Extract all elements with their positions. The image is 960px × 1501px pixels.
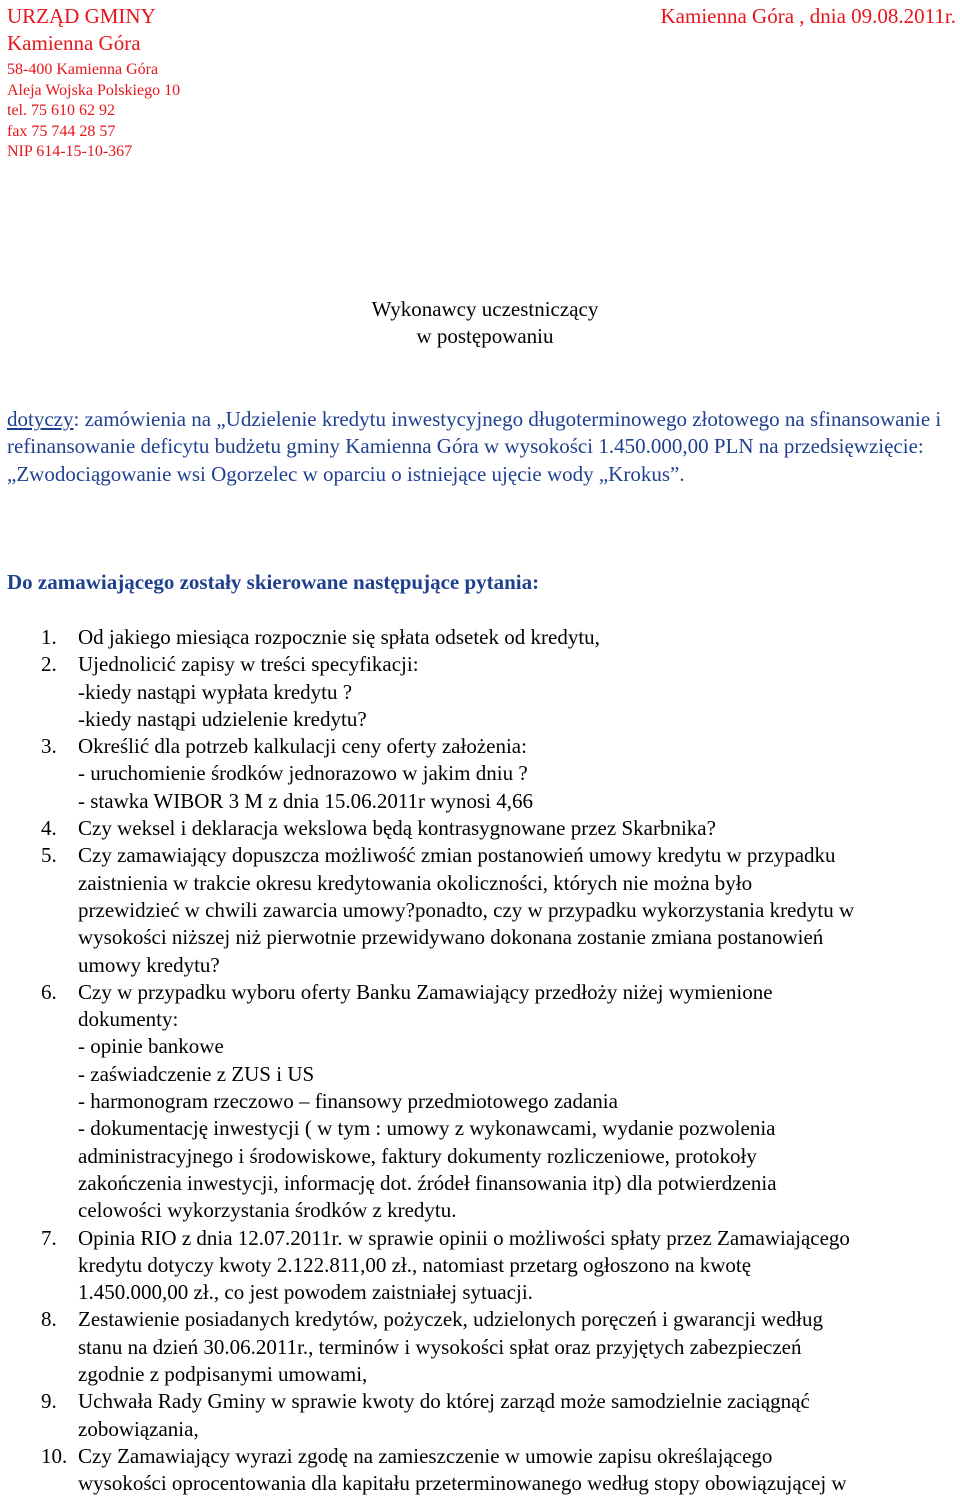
question-item [7,733,960,815]
question-line: zaistnienia w trakcie okresu kredytowania okoliczności, których nie można było [78,870,753,895]
question-line: -kiedy nastąpi udzielenie kredytu? [78,706,367,731]
question-number: 9. [41,1389,57,1414]
question-line: Czy w przypadku wyboru oferty Banku Zamawiający przedłoży niżej wymienione [78,979,773,1004]
question-line: Ujednolicić zapisy w treści specyfikacji: [78,652,419,677]
question-number: 8. [41,1307,57,1332]
question-item [7,1306,960,1388]
subject-paragraph [7,406,957,488]
question-line: wysokości oprocentowania dla kapitału przeterminowanego według stopy obowiązującej w [78,1471,847,1496]
office-name: URZĄD GMINY [7,4,156,28]
question-line: wysokości niższej niż pierwotnie przewidywano dokonana zostanie zmiana postanowień [78,925,824,950]
question-item [7,1388,960,1443]
question-line: kredytu dotyczy kwoty 2.122.811,00 zł., natomiast przetarg ogłoszono na kwotę [78,1252,752,1277]
question-item [7,624,960,651]
question-number: 1. [41,625,57,649]
question-number: 5. [41,843,57,868]
question-line: Od jakiego miesiąca rozpocznie się spłata odsetek od kredytu, [78,625,600,649]
question-item [7,842,960,978]
question-line: zgodnie z podpisanymi umowami, [78,1362,368,1387]
question-line: 1.450.000,00 zł., co jest powodem zaistniałej sytuacji. [78,1280,533,1305]
question-line: Zestawienie posiadanych kredytów, pożyczek, udzielonych poręczeń i gwarancji według [78,1307,824,1332]
question-line: zakończenia inwestycji, informację dot. źródeł finansowania itp) dla potwierdzenia [78,1170,777,1195]
question-line: Uchwała Rady Gminy w sprawie kwoty do której zarząd może samodzielnie zaciągnąć [78,1389,810,1414]
question-number: 3. [41,734,57,759]
question-line: zobowiązania, [78,1416,199,1441]
question-line: - uruchomienie środków jednorazowo w jakim dniu ? [78,761,528,786]
question-item [7,651,960,733]
question-number: 6. [41,979,57,1004]
question-line: Opinia RIO z dnia 12.07.2011r. w sprawie opinii o możliwości spłaty przez Zamawiającego [78,1225,850,1250]
questions-heading: Do zamawiającego zostały skierowane następujące pytania: [7,570,540,594]
recipient-line: Wykonawcy uczestniczący [371,297,599,321]
question-line: Określić dla potrzeb kalkulacji ceny oferty założenia: [78,734,527,759]
question-line: - harmonogram rzeczowo – finansowy przedmiotowego zadania [78,1089,618,1114]
office-town: Kamienna Góra [7,31,141,55]
question-line: Czy weksel i deklaracja wekslowa będą kontrasygnowane przez Skarbnika? [78,816,716,841]
subject-text: : zamówienia na „Udzielenie kredytu inwestycyjnego długoterminowego złotowego na sfinansowanie i refinansowanie deficytu budżetu gminy Kamienna Góra w wysokości 1.450.000,00 PLN na przedsięwzięcie: „Zwodociągowanie wsi Ogorzelec w oparciu o istniejące ujęcie wody „Krokus”. [7,407,942,486]
question-line: - zaświadczenie z ZUS i US [78,1061,315,1086]
office-street: Aleja Wojska Polskiego 10 [7,81,181,99]
question-line: umowy kredytu? [78,952,220,977]
question-line: stanu na dzień 30.06.2011r., terminów i wysokości spłat oraz przyjętych zabezpieczeń [78,1334,802,1359]
question-line: przewidzieć w chwili zawarcia umowy?ponadto, czy w przypadku wykorzystania kredytu w [78,897,855,922]
questions-list [7,624,960,1498]
subject-label: dotyczy [7,407,74,431]
question-item [7,979,960,1225]
question-line: dokumenty: [78,1007,179,1032]
question-line: Czy zamawiający dopuszcza możliwość zmian postanowień umowy kredytu w przypadku [78,843,836,868]
office-fax: fax 75 744 28 57 [7,122,116,140]
recipient-line: w postępowaniu [416,324,554,348]
question-line: celowości wykorzystania środków z kredytu. [78,1198,457,1223]
question-line: - dokumentację inwestycji ( w tym : umowy z wykonawcami, wydanie pozwolenia [78,1116,776,1141]
question-number: 10. [41,1443,68,1468]
question-item [7,1225,960,1307]
office-nip: NIP 614-15-10-367 [7,143,133,160]
question-line: - opinie bankowe [78,1034,224,1059]
question-line: - stawka WIBOR 3 M z dnia 15.06.2011r wynosi 4,66 [78,788,533,813]
question-line: administracyjnego i środowiskowe, faktury dokumenty rozliczeniowe, protokoły [78,1143,757,1168]
question-item [7,815,960,842]
document-date: Kamienna Góra , dnia 09.08.2011r. [660,4,956,28]
question-number: 4. [41,816,57,841]
office-phone: tel. 75 610 62 92 [7,102,115,119]
recipient-block [0,296,960,350]
letterhead [7,3,180,163]
question-item [7,1443,960,1498]
question-line: -kiedy nastąpi wypłata kredytu ? [78,679,353,704]
question-number: 2. [41,652,57,677]
question-line: Czy Zamawiający wyrazi zgodę na zamieszczenie w umowie zapisu określającego [78,1443,773,1468]
office-postcode: 58-400 Kamienna Góra [7,61,159,78]
question-number: 7. [41,1225,57,1250]
